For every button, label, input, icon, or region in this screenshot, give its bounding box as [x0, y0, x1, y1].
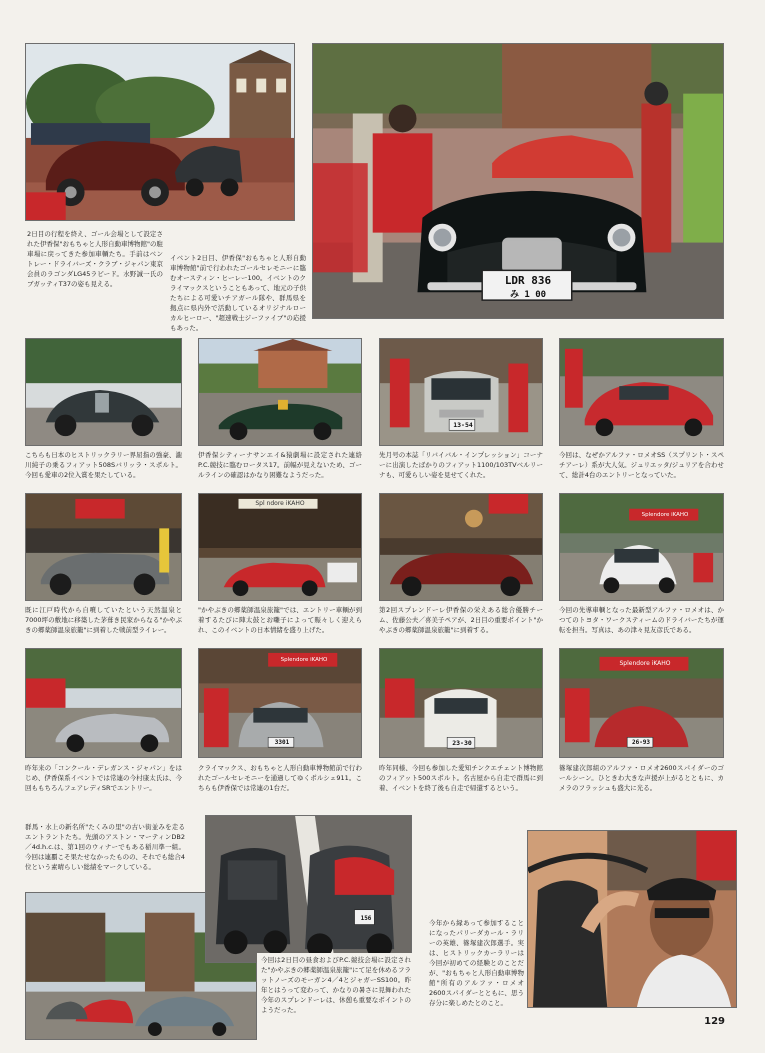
photo-shinozuka-portrait: [527, 830, 737, 1008]
photo-morgan-jaguar: [205, 815, 412, 963]
caption-lotus-17: 伊香保シティーナサンエイ&猿劇場に設定された連絡P.C.競技に臨むロータス17。前幅が見えないため、ゴールラインの確認はかなり困難なようだった。: [198, 451, 362, 479]
caption-austin-healey: イベント2日目、伊香保"おもちゃと人形自動車博物館"前で行われたゴールセレモニーに臨むオースティン・ヒーレー100。イベントのクライマックスということもあって、地元の子供たちによる可愛いチアガール隊や、群馬県を拠点に県内外で活動しているオリジナルローカルヒーロー、"超速戦士ジーファイブ"の応援もあった。: [170, 254, 306, 332]
photo-fairlady-sr: [25, 648, 182, 758]
photo-fiat-500: [379, 648, 543, 758]
photo-new-alfa-mito: [559, 493, 724, 601]
caption-riley: 既に江戸時代から自噴していたという天然温泉と7000坪の敷地に移築した茅葺き民家からなる"かやぶきの郷薬師温泉旅籠"に到着した戦前型ライレー。: [25, 606, 182, 634]
license-plate-line1: LDR 836: [504, 274, 552, 287]
photo-riley-kayabuki: [25, 493, 182, 601]
fiat-1100-plate: 13-54: [453, 421, 473, 429]
caption-porsche: クライマックス、おもちゃと人形自動車博物館前で行われたゴールセレモニーを通過してゆくポルシェ911。こちらも伊香保では常連の1台だ。: [198, 764, 362, 792]
caption-morgan-jaguar: 今回は2日目の昼食およびP.C.競技会場に設定された"かやぶきの郷薬師温泉旅籠"にて足を休めるフラットノーズのモーガン4／4とジャガーSS100。昨年とはうって変わって、かなりの暑さに見舞われた今年のスプレンドーレは、休憩も重要なポイントのようだった。: [261, 956, 411, 1014]
splendore-banner-porsche: Splendore iKAHO: [280, 657, 328, 663]
caption-kayabuki-arrival: "かやぶきの郷薬師温泉旅籠"では、エントリー車輌が到着するたびに陣太鼓とお囃子によって賑々しく迎えられ、このイベントの日本情緒を盛り上げた。: [198, 606, 362, 634]
fiat-500-plate: 23-30: [452, 739, 472, 747]
photo-lotus-17: [198, 338, 362, 446]
alfa-2600-plate: 26-93: [631, 739, 651, 746]
caption-fiat-508s: こちらも日本のヒストリックラリー界屈指の強豪、瀧川純子の乗るフィアット508Sバリッラ・スポルト。今回も愛車の2位入賞を果たしている。: [25, 451, 182, 479]
caption-new-alfa: 今回の先導車輌となった最新型アルファ・ロメオは、かつてのトヨタ・ワークスティームのドライバーたちが運転を担当。写真は、あの津々見友彦氏である。: [559, 606, 724, 634]
photo-winner-team: [379, 493, 543, 601]
photo-austin-healey-hero: [312, 43, 724, 319]
caption-fiat-500: 昨年同様、今回も参加した愛知チンクエチェント博物館のフィアット500スポルト。名古屋から自走で群馬に到着、イベントを終了後も自走で帰還するという。: [379, 764, 543, 792]
caption-shinozuka: 今年から縁あって参加することになったパリーダカール・ラリーの英雄、篠塚建次郎選手。実は、ヒストリックカーラリーは今回が初めての経験とのことだが、"おもちゃと人形自動車博物館"所有のアルファ・ロメオ2600スパイダーとともに、思う存分に楽しめたとのこと。: [429, 919, 524, 1007]
caption-alfa-ss: 今回は、なぜかアルファ・ロメオSS（スプリント・スペチアーレ）系が大人気。ジュリエッタ/ジュリアを合わせて、総計4台のエントリーとなっていた。: [559, 451, 724, 479]
caption-fairlady: 昨年来の「コンクール・デレガンス・ジャパン」をはじめ、伊香保系イベントでは常連の今村康太氏は、今回ももちろんフェアレディSRでエントリー。: [25, 764, 182, 792]
photo-alfa-2600-goal: [559, 648, 724, 758]
caption-winner-team: 第2回スプレンドーレ伊香保の栄えある総合優勝チーム、佐藤公夫／喜美子ペアが、2日目の重要ポイント"かやぶきの郷薬師温泉旅籠"に到着する。: [379, 606, 543, 634]
photo-alfa-ss: [559, 338, 724, 446]
license-plate-line2: み 1 00: [509, 290, 547, 300]
splendore-banner-mito: Splendore iKAHO: [641, 512, 689, 518]
caption-takumi-village: 群馬・水上の新名所"たくみの里"の古い街並みを走るエントラントたち。先頭のアストン・マーティンDB2／4d.h.c.は、第1回のウィナーでもある稲川準一組。今回は連覇こそ果たせなかったものの、それでも総合4位という素晴らしい総績をマークしている。: [25, 823, 185, 871]
photo-lagonda-parking: [25, 43, 295, 221]
photo-fiat-1100: [379, 338, 543, 446]
photo-fiat-508s: [25, 338, 182, 446]
jaguar-plate: 156: [360, 915, 372, 922]
caption-alfa-2600-goal: 篠塚建次郎組のアルファ・ロメオ2600スパイダーのゴールシーン。ひときわ大きな声援が上がるとともに、カメラのフラッシュも盛大に光る。: [559, 764, 724, 792]
caption-fiat-1100: 先月号の本誌「リバイバル・インプレッション」コーナーに出演したばかりのフィアット1100/103TVベルリーナも、可愛らしい姿を見せてくれた。: [379, 451, 543, 479]
porsche-plate: 3301: [274, 739, 290, 746]
splendore-banner-row2: Spl ndore iKAHO: [255, 500, 305, 507]
caption-lagonda: 2日目の行程を終え、ゴール会場として設定された伊香保"おもちゃと人形自動車博物館"の駐車場に戻ってきた参加車輌たち。手前はベントレー・ドライバーズ・クラブ・ジャパン東京会員のラゴンダLG45ラピード。水野誠一氏のブガッティT37の姿も見える。: [27, 230, 163, 288]
splendore-banner-goal: Splendore iKAHO: [619, 660, 671, 667]
caption-box-morgan: [257, 953, 412, 1045]
photo-kayabuki-arrival: [198, 493, 362, 601]
page-number: 129: [704, 1016, 725, 1027]
photo-porsche-911: [198, 648, 362, 758]
